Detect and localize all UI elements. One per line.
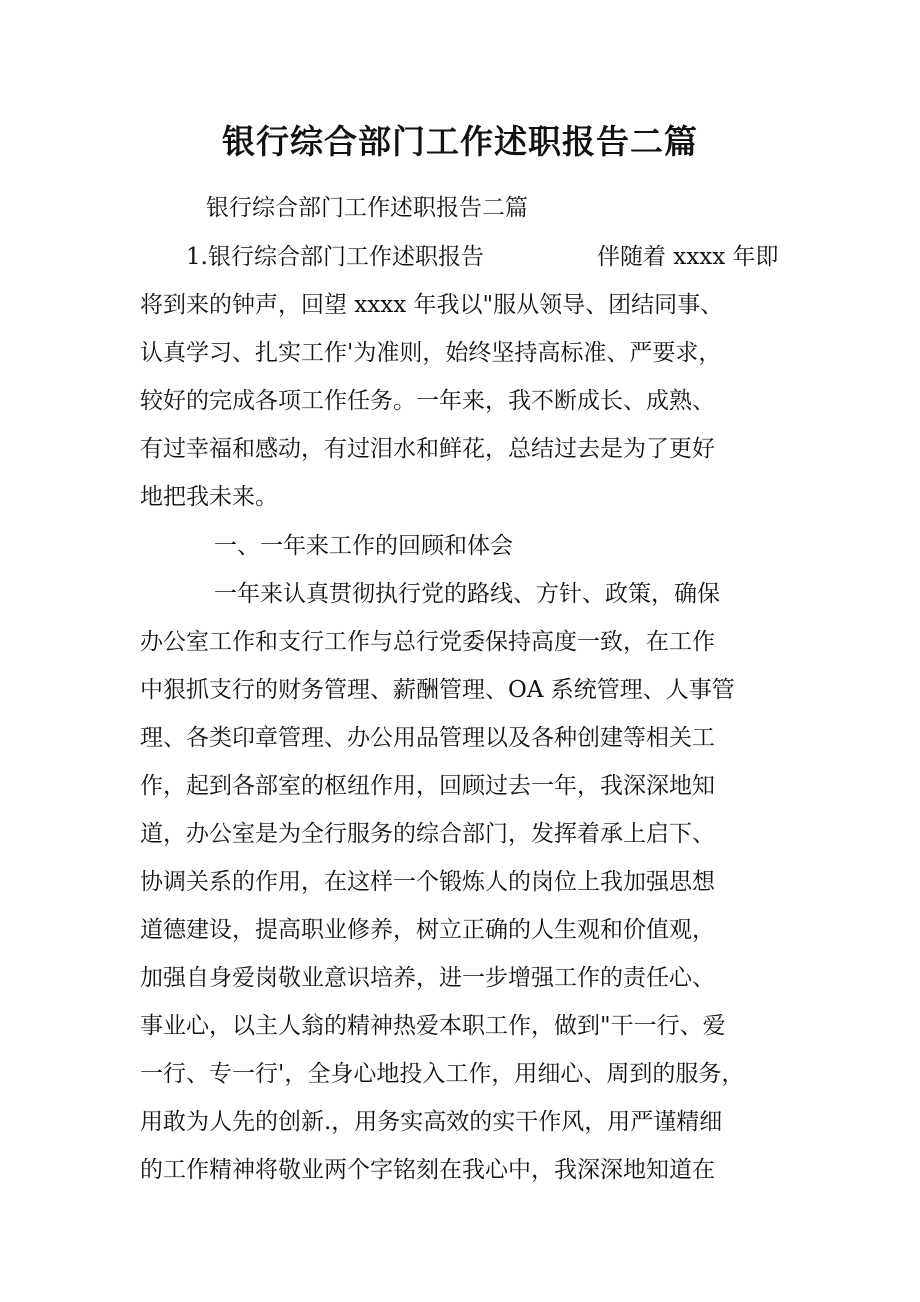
text-line: 作，起到各部室的枢纽作用，回顾过去一年，我深深地知 [140, 773, 715, 799]
text-line: 伴随着 xxxx 年即 [597, 244, 779, 270]
section-heading: 一、一年来工作的回顾和体会 [214, 533, 513, 559]
text-line: 事业心，以主人翁的精神热爱本职工作，做到"干一行、爱 [140, 1013, 726, 1039]
text-line: 将到来的钟声，回望 xxxx 年我以"服从领导、团结同事、 [140, 292, 724, 318]
document-title: 银行综合部门工作述职报告二篇 [222, 122, 698, 161]
text-line: 理、各类印章管理、办公用品管理以及各种创建等相关工 [140, 725, 715, 751]
text-line: 道德建设，提高职业修养，树立正确的人生观和价值观， [140, 917, 715, 943]
text-line: 办公室工作和支行工作与总行党委保持高度一致，在工作 [140, 629, 715, 655]
text-line: 道，办公室是为全行服务的综合部门，发挥着承上启下、 [140, 821, 715, 847]
text-line: 一行、专一行'，全身心地投入工作，用细心、周到的服务， [140, 1061, 745, 1087]
text-line: 认真学习、扎实工作'为准则，始终坚持高标准、严要求， [140, 340, 722, 366]
text-line: 有过幸福和感动，有过泪水和鲜花，总结过去是为了更好 [140, 436, 715, 462]
text-line: 一年来认真贯彻执行党的路线、方针、政策，确保 [214, 581, 720, 607]
text-line: 中狠抓支行的财务管理、薪酬管理、OA 系统管理、人事管 [140, 677, 735, 703]
text-line: 协调关系的作用，在这样一个锻炼人的岗位上我加强思想 [140, 869, 715, 895]
text-line: 加强自身爱岗敬业意识培养，进一步增强工作的责任心、 [140, 965, 715, 991]
text-line: 较好的完成各项工作任务。一年来，我不断成长、成熟、 [140, 388, 715, 414]
document-subtitle: 银行综合部门工作述职报告二篇 [206, 195, 528, 221]
text-line: 用敢为人先的创新.，用务实高效的实干作风，用严谨精细 [140, 1109, 723, 1135]
text-line: 地把我未来。 [140, 484, 278, 510]
text-line: 的工作精神将敬业两个字铭刻在我心中，我深深地知道在 [140, 1157, 715, 1183]
item-heading: 1.银行综合部门工作述职报告 [186, 244, 484, 270]
